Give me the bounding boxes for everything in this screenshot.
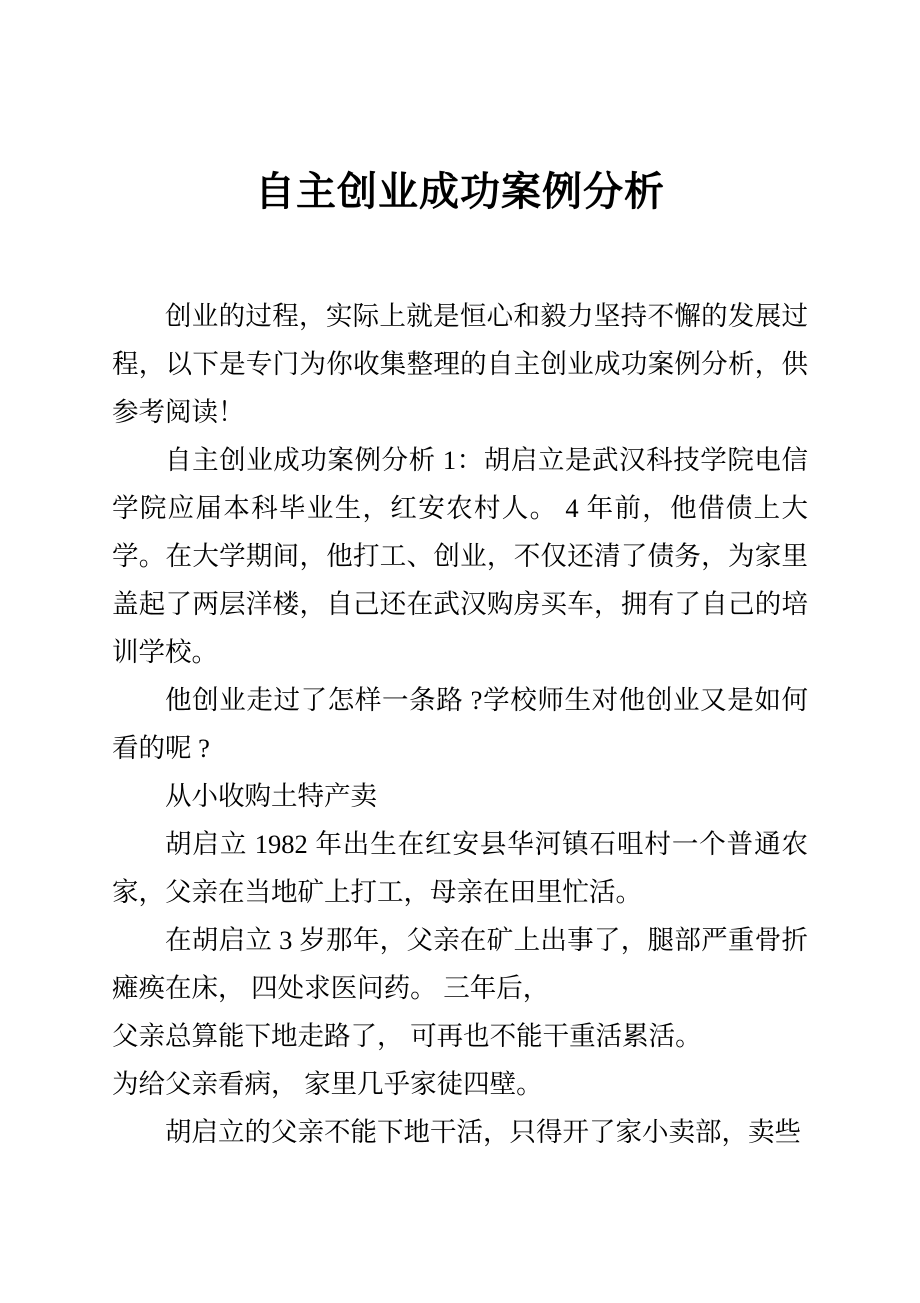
- paragraph-question: 他创业走过了怎样一条路 ?学校师生对他创业又是如何看的呢 ?: [112, 685, 808, 763]
- document-body: [112, 292, 808, 1156]
- paragraph-recovery: 父亲总算能下地走路了， 可再也不能干重活累活。: [112, 1021, 702, 1051]
- paragraph-birth: 胡启立 1982 年出生在红安县华河镇石咀村一个普通农家，父亲在当地矿上打工，母亲在田里忙活。: [112, 829, 808, 907]
- paragraph-poverty: 为给父亲看病， 家里几乎家徒四壁。: [112, 1069, 543, 1099]
- document-title: 自主创业成功案例分析: [255, 169, 665, 214]
- paragraph-accident: 在胡启立 3 岁那年，父亲在矿上出事了，腿部严重骨折瘫痪在床， 四处求医问药。 三年后，: [112, 925, 808, 1003]
- paragraph-subheading: 从小收购土特产卖: [165, 781, 377, 811]
- paragraph-intro: 创业的过程，实际上就是恒心和毅力坚持不懈的发展过程，以下是专门为你收集整理的自主创业成功案例分析，供参考阅读！: [112, 301, 808, 427]
- paragraph-shop: 胡启立的父亲不能下地干活，只得开了家小卖部，卖些: [165, 1117, 801, 1147]
- paragraph-case-1: 自主创业成功案例分析 1：胡启立是武汉科技学院电信学院应届本科毕业生，红安农村人。 4 年前，他借债上大学。在大学期间，他打工、创业，不仅还清了债务，为家里盖起了两层洋楼，自己还在武汉购房买车，拥有了自己的培训学校。: [112, 445, 808, 667]
